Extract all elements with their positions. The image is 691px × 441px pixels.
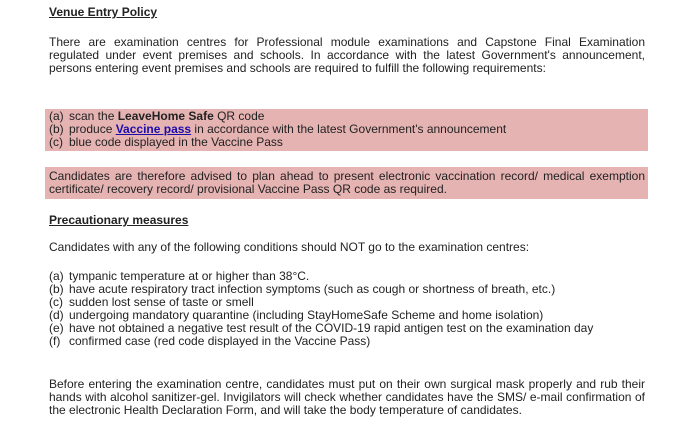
list-marker: (b) <box>49 282 64 296</box>
list-marker: (a) <box>49 269 64 283</box>
requirement-text: produce Vaccine pass in accordance with the latest Government's announcement <box>69 122 507 136</box>
condition-text: undergoing mandatory quarantine (including StayHomeSafe Scheme and home isolation) <box>69 308 544 322</box>
requirement-text: scan the LeaveHome Safe QR code <box>69 109 265 123</box>
conditions-list <box>49 270 645 348</box>
condition-text: have acute respiratory tract infection symptoms (such as cough or shortness of breath, etc.) <box>69 282 556 296</box>
precautionary-heading: Precautionary measures <box>49 213 189 227</box>
list-marker: (a) <box>49 109 64 123</box>
list-marker: (f) <box>49 334 61 348</box>
condition-text: tympanic temperature at or higher than 38°C. <box>69 269 310 283</box>
requirement-c <box>49 136 645 149</box>
list-marker: (d) <box>49 308 64 322</box>
condition-text: have not obtained a negative test result of the COVID-19 rapid antigen test on the examination day <box>69 321 594 335</box>
condition-text: confirmed case (red code displayed in the Vaccine Pass) <box>69 334 371 348</box>
requirements-list <box>49 110 645 149</box>
list-marker: (b) <box>49 122 64 136</box>
venue-entry-heading: Venue Entry Policy <box>49 5 158 19</box>
list-marker: (c) <box>49 135 63 149</box>
advice-paragraph: Candidates are therefore advised to plan ahead to present electronic vaccination record/ medical exemption certificate/ recovery record/ provisional Vaccine Pass QR code as required. <box>49 169 645 196</box>
precaution-intro: Candidates with any of the following conditions should NOT go to the examination centres: <box>49 240 530 254</box>
closing-paragraph: Before entering the examination centre, candidates must put on their own surgical mask properly and rub their hands with alcohol sanitizer-gel. Invigilators will check whether candidates have the SMS/ e-mail confirmation of the electronic Health Declaration Form, and will take the body temperature of candidates. <box>49 377 645 417</box>
list-marker: (e) <box>49 321 64 335</box>
list-marker: (c) <box>49 295 63 309</box>
list-item <box>49 335 645 348</box>
requirement-text: blue code displayed in the Vaccine Pass <box>69 135 283 149</box>
condition-text: sudden lost sense of taste or smell <box>69 295 254 309</box>
vaccine-pass-link[interactable]: Vaccine pass <box>115 122 192 136</box>
app-name-leavehomesafe: LeaveHome Safe <box>117 109 214 123</box>
venue-intro-paragraph: There are examination centres for Professional module examinations and Capstone Final Examination regulated under event premises and schools. In accordance with the latest Government's announcement, persons entering event premises and schools are required to fulfill the following requirements: <box>49 35 645 75</box>
